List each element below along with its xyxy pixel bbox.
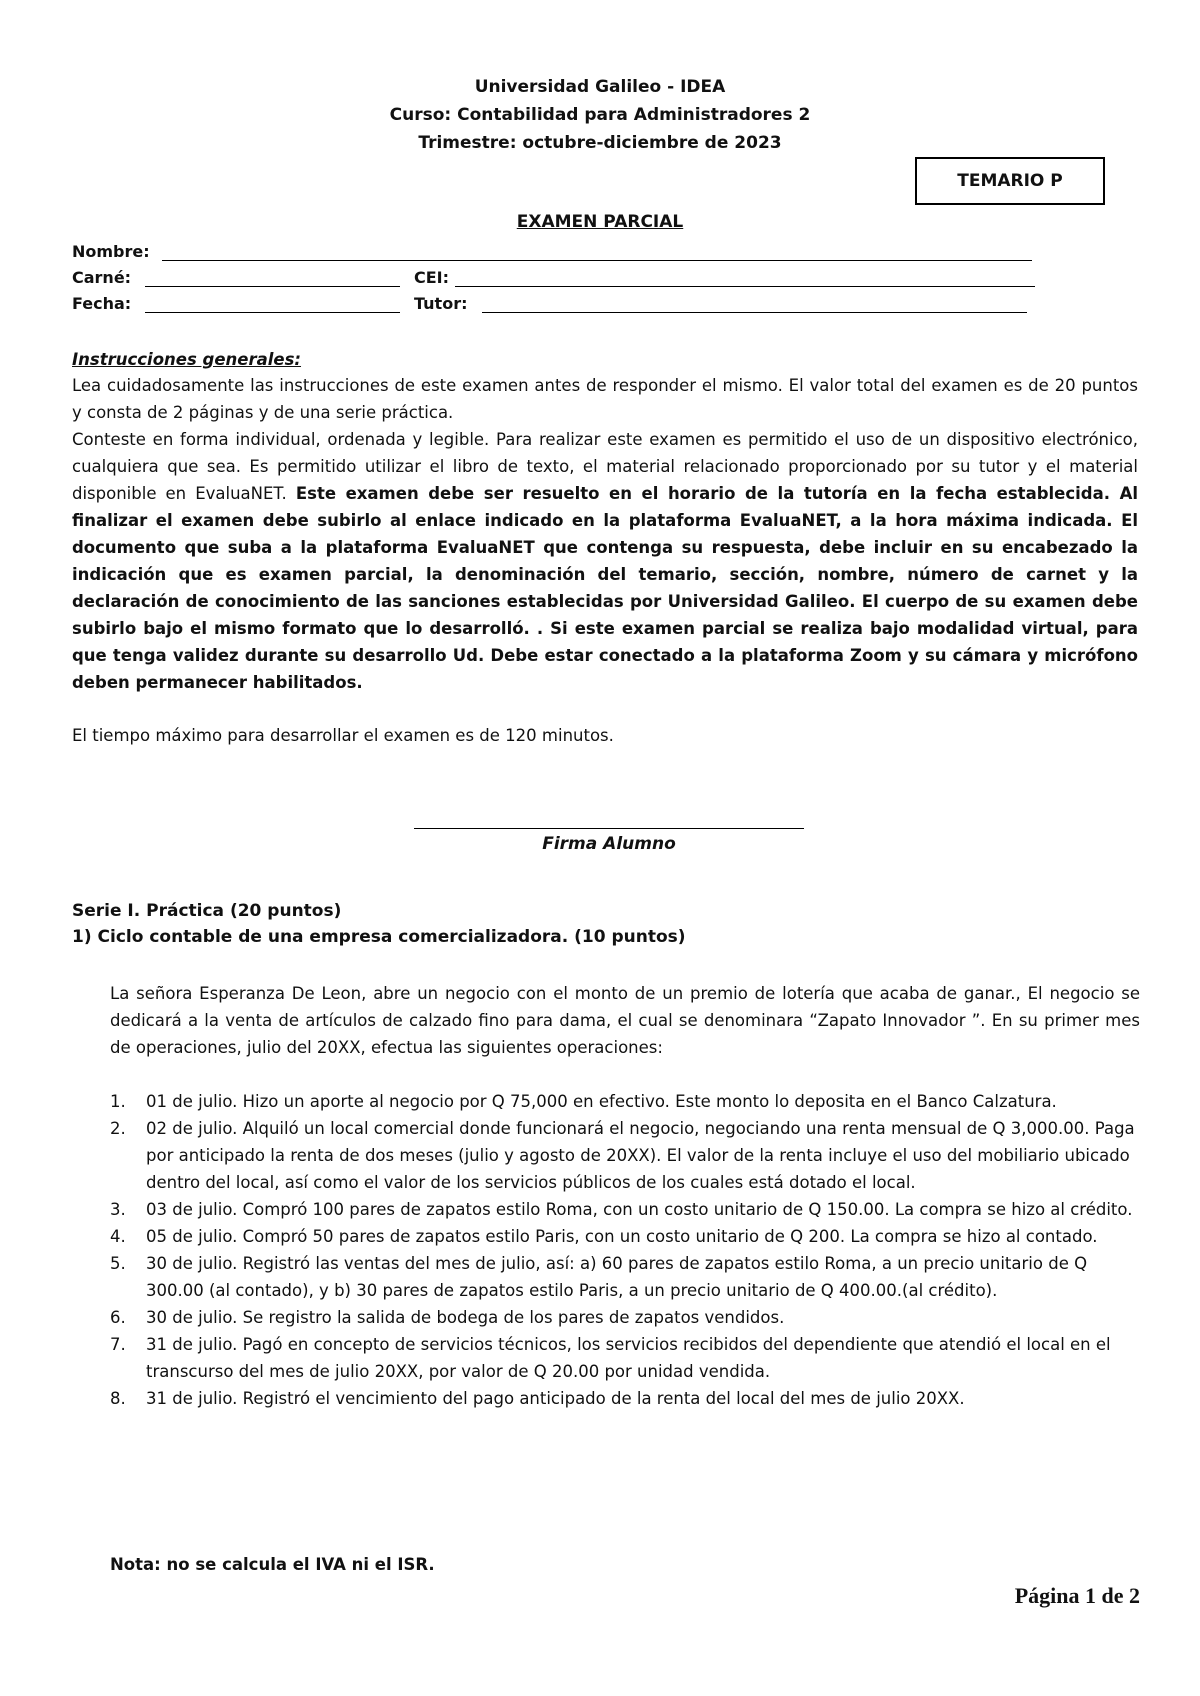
instructions-normal-text: Conteste en forma individual, ordenada y legible. Para realizar este examen es permitido el uso de un dispositivo electrónico, cualquiera que sea. Es permitido utilizar el libro de texto, el material relacionado proporcionado por su tutor y el material disponible en EvaluaNET. (72, 430, 1138, 503)
cei-field[interactable] (455, 286, 1035, 287)
list-item-text: 30 de julio. Se registro la salida de bodega de los pares de zapatos vendidos. (146, 1308, 785, 1327)
list-item-text: 31 de julio. Pagó en concepto de servicios técnicos, los servicios recibidos del dependiente que atendió el local en el transcurso del mes de julio 20XX, por valor de Q 20.00 por unidad vendida. (146, 1335, 1111, 1381)
instructions-paragraph-2 (72, 426, 1138, 696)
signature-line[interactable] (414, 828, 804, 829)
list-item-number: 7. (110, 1335, 126, 1354)
cei-label: CEI: (414, 268, 450, 287)
page-number: Página 1 de 2 (1014, 1583, 1140, 1608)
list-item-text: 01 de julio. Hizo un aporte al negocio por Q 75,000 en efectivo. Este monto lo deposita en el Banco Calzatura. (146, 1092, 1057, 1111)
list-item-number: 8. (110, 1389, 126, 1408)
list-item-number: 5. (110, 1254, 126, 1273)
tutor-label: Tutor: (414, 294, 468, 313)
list-item-text: 02 de julio. Alquiló un local comercial donde funcionará el negocio, negociando una renta mensual de Q 3,000.00. Paga por anticipado la renta de dos meses (julio y agosto de 20XX). El valor de la renta incluye el uso del mobiliario ubicado dentro del local, así como el valor de los servicios públicos de los cuales está dotado el local. (146, 1119, 1135, 1192)
list-item-number: 1. (110, 1092, 126, 1111)
fecha-field[interactable] (145, 312, 400, 313)
course-name: Curso: Contabilidad para Administradores 2 (389, 105, 811, 125)
list-item-number: 3. (110, 1200, 126, 1219)
instructions-heading: Instrucciones generales: (72, 350, 302, 369)
list-item-text: 05 de julio. Compró 50 pares de zapatos estilo Paris, con un costo unitario de Q 200. La compra se hizo al contado. (146, 1227, 1098, 1246)
carne-label: Carné: (72, 268, 132, 287)
instructions-bold-text: Este examen debe ser resuelto en el horario de la tutoría en la fecha establecida. Al finalizar el examen debe subirlo al enlace indicado en la plataforma EvaluaNET, a la hora máxima indicada. El documento que suba a la plataforma EvaluaNET que contenga su respuesta, debe incluir en su encabezado la indicación que es examen parcial, la denominación del temario, sección, nombre, número de carnet y la declaración de conocimiento de las sanciones establecidas por Universidad Galileo. El cuerpo de su examen debe subirlo bajo el mismo formato que lo desarrolló. . Si este examen parcial se realiza bajo modalidad virtual, para que tenga validez durante su desarrollo Ud. Debe estar conectado a la plataforma Zoom y su cámara y micrófono deben permanecer habilitados. (72, 484, 1138, 692)
question-1-title: 1) Ciclo contable de una empresa comercializadora. (10 puntos) (72, 927, 686, 947)
note: Nota: no se calcula el IVA ni el ISR. (110, 1555, 435, 1574)
signature-label: Firma Alumno (542, 834, 676, 854)
list-item-text: 31 de julio. Registró el vencimiento del pago anticipado de la renta del local del mes de julio 20XX. (146, 1389, 965, 1408)
list-item (110, 1115, 1140, 1196)
list-item (110, 1223, 1140, 1250)
case-intro: La señora Esperanza De Leon, abre un negocio con el monto de un premio de lotería que acaba de ganar., El negocio se dedicará a la venta de artículos de calzado fino para dama, el cual se denominara “Zapato Innovador ”. En su primer mes de operaciones, julio del 20XX, efectua las siguientes operaciones: (110, 984, 1140, 1057)
nombre-field[interactable] (162, 260, 1032, 261)
list-item (110, 1304, 1140, 1331)
exam-title: EXAMEN PARCIAL (516, 212, 684, 232)
tutor-field[interactable] (482, 312, 1027, 313)
nombre-label: Nombre: (72, 242, 150, 261)
list-item (110, 1088, 1140, 1115)
serie-title: Serie I. Práctica (20 puntos) (72, 901, 342, 921)
carne-field[interactable] (145, 286, 400, 287)
list-item (110, 1250, 1140, 1304)
university-name: Universidad Galileo - IDEA (474, 77, 726, 97)
temario-box: TEMARIO P (915, 157, 1105, 205)
list-item-number: 6. (110, 1308, 126, 1327)
list-item-number: 2. (110, 1119, 126, 1138)
operations-list (110, 1088, 1140, 1412)
list-item-text: 03 de julio. Compró 100 pares de zapatos estilo Roma, con un costo unitario de Q 150.00. La compra se hizo al crédito. (146, 1200, 1133, 1219)
list-item (110, 1331, 1140, 1385)
list-item (110, 1385, 1140, 1412)
term: Trimestre: octubre-diciembre de 2023 (418, 133, 782, 153)
list-item-text: 30 de julio. Registró las ventas del mes de julio, así: a) 60 pares de zapatos estilo Roma, a un precio unitario de Q 300.00 (al contado), y b) 30 pares de zapatos estilo Paris, a un precio unitario de Q 400.00.(al crédito). (146, 1254, 1088, 1300)
fecha-label: Fecha: (72, 294, 132, 313)
time-limit: El tiempo máximo para desarrollar el examen es de 120 minutos. (72, 726, 614, 745)
list-item (110, 1196, 1140, 1223)
list-item-number: 4. (110, 1227, 126, 1246)
instructions-paragraph-1: Lea cuidadosamente las instrucciones de este examen antes de responder el mismo. El valor total del examen es de 20 puntos y consta de 2 páginas y de una serie práctica. (72, 376, 1138, 422)
